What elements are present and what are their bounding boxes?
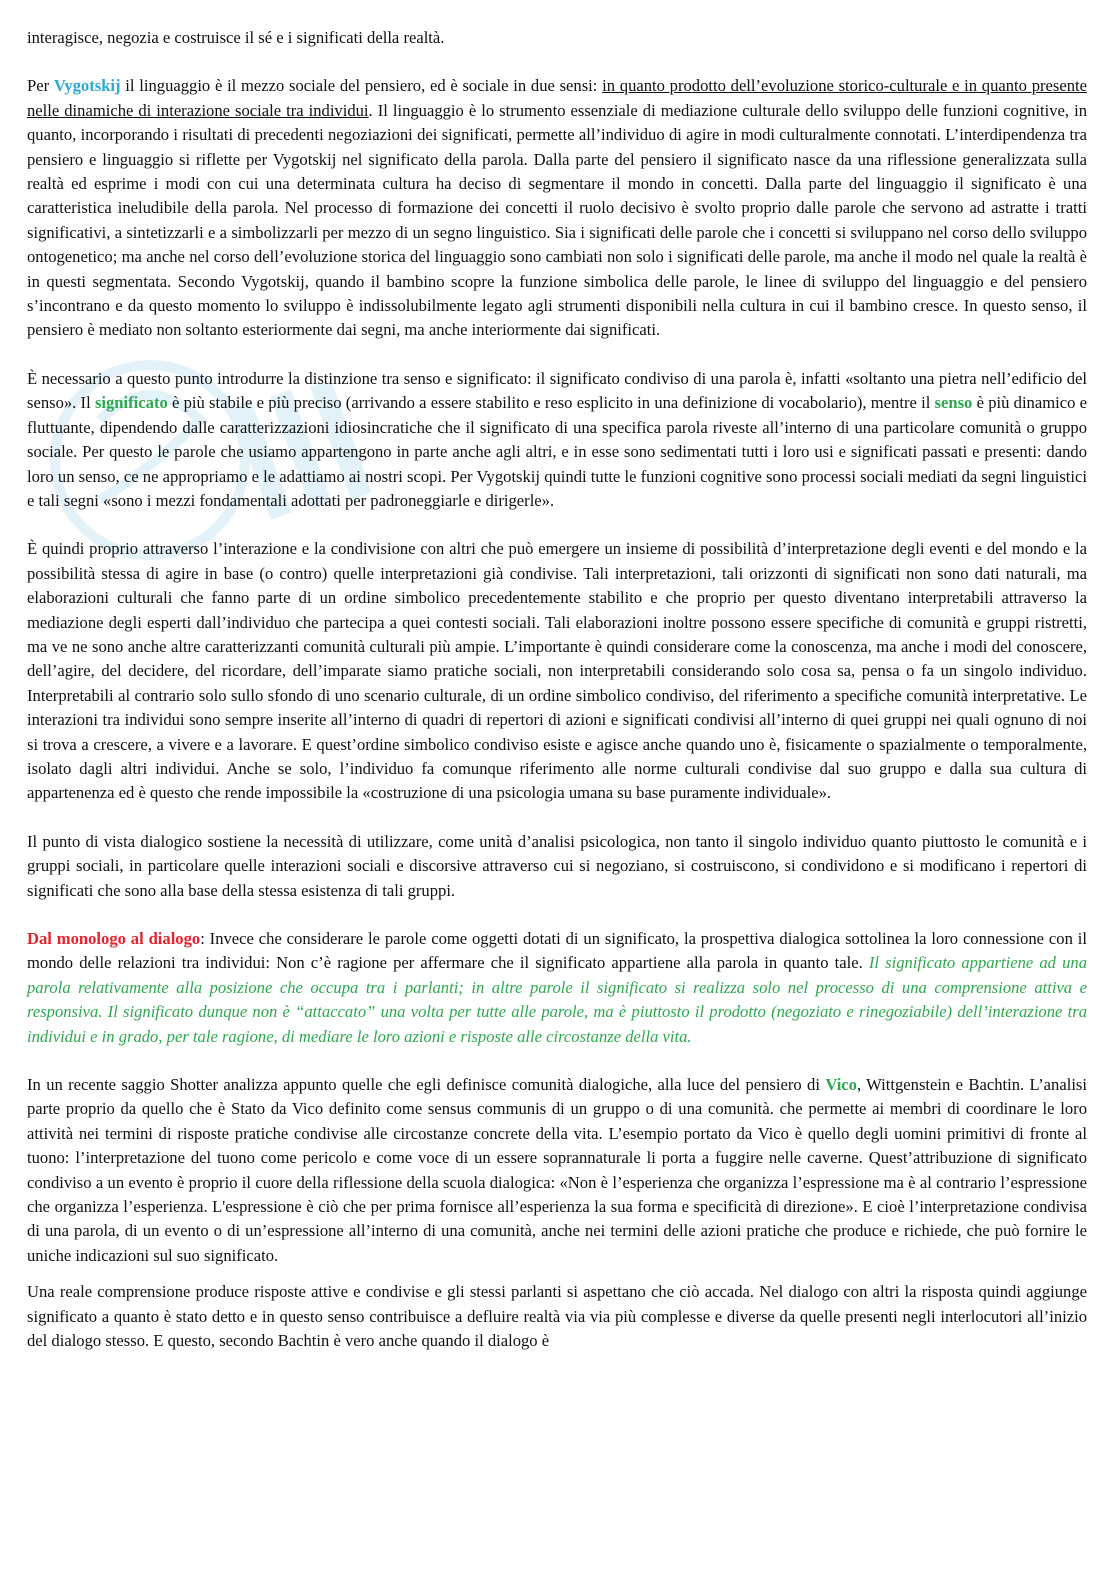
text-segment: il linguaggio è il mezzo sociale del pensiero, ed è sociale in due sensi:	[120, 76, 603, 96]
paragraph-0-text: interagisce, negozia e costruisce il sé e i significati della realtà.	[27, 28, 445, 47]
highlight-significato: significato	[94, 393, 168, 413]
text-segment: In un recente saggio Shotter analizza appunto quelle che egli definisce comunità dialogiche, alla luce del pensiero di	[27, 1075, 826, 1095]
paragraph-interazione	[27, 537, 1087, 805]
text-segment: : Invece che considerare le parole come oggetti dotati di un significato, la prospettiva dialogica sottolinea la loro connessione con il mondo delle relazioni tra individui: Non c’è ragione per affermare che il significato appartiene alla parola in quanto tale.	[27, 929, 1087, 973]
paragraph-3-text: È quindi proprio attraverso l’interazione e la condivisione con altri che può emergere un insieme di possibilità d’interpretazione degli eventi e del mondo e la possibilità stessa di agire in base (o contro) quelle interpretazioni già condivise. Tali interpretazioni, tali orizzonti di significati non sono dati naturali, ma elaborazioni culturali che fanno parte di un ordine simbolico precedentemente stabilito e che proprio per questo diventano interpretabili attraverso la mediazione degli esperti dall’individuo che partecipa a quei contesti sociali. Tali elaborazioni inoltre possono essere specifiche di comunità e gruppi ristretti, ma ve ne sono anche altre caratterizzanti comunità culturali più ampie. L’importante è quindi considerare come la conoscenza, ma anche i modi del conoscere, dell’agire, del decidere, del ricordare, dell’imparate siamo pratiche sociali, non interpretabili considerando solo cosa sa, pensa o fa un singolo individuo. Interpretabili al contrario solo sullo sfondo di uno scenario culturale, di un ordine simbolico condiviso, del riferimento a specifiche comunità interpretative. Le interazioni tra individui sono sempre inserite all’interno di quadri di repertori di azioni e significati condivisi all’interno di quei gruppi nei quali ognuno di noi si trova a crescere, a vivere e a lavorare. E quest’ordine simbolico condiviso esiste e agisce anche quando uno è, fisicamente o spazialmente o temporalmente, isolato dagli altri individui. Anche se solo, l’individuo fa comunque riferimento alle norme culturali condivise dal suo gruppo e dalla sua cultura di appartenenza ed è questo che rende impossibile la «costruzione di una psicologia umana su base puramente individuale».	[27, 539, 1087, 803]
text-segment: È necessario a questo punto introdurre la distinzione tra senso e significato: il significato condiviso di una parola è, infatti «soltanto una pietra nell’edificio del senso». Il	[27, 368, 1087, 413]
highlight-vico: Vico	[825, 1075, 857, 1095]
paragraph-4-text: Il punto di vista dialogico sostiene la necessità di utilizzare, come unità d’analisi psicologica, non tanto il singolo individuo quanto piuttosto le comunità e i gruppi sociali, in particolare quelle interazioni sociali e discorsive attraverso cui si negoziano, si costruiscono, si condividono e si modificano i repertori di significati che sono alla base della stessa esistenza di tali gruppi.	[27, 831, 1087, 900]
paragraph-dialogico	[27, 830, 1087, 903]
document-body	[27, 26, 1087, 1378]
text-segment: è più dinamico e fluttuante, dipendendo dalle caratterizzazioni idiosincratiche che il significato di una specifica parola riveste all’interno di una particolare comunità o gruppo sociale. Per questo le parole che usiamo appartengono in parte anche agli altri, e in esse sono sedimentati tutti i loro usi e significati passati e presenti: dando loro un senso, ce ne appropriamo e le adattiamo ai nostri scopi. Per Vygotskij quindi tutte le funzioni cognitive sono processi sociali mediati da segni linguistici e tali segni «sono i mezzi fondamentali adottati per padroneggiarle e dirigerle».	[27, 393, 1087, 510]
highlight-senso: senso	[934, 393, 973, 413]
underlined-passage: in quanto prodotto dell’evoluzione storico-culturale e in quanto presente nelle dinamiche di interazione sociale tra individui	[27, 76, 1087, 120]
highlight-vygotskij: Vygotskij	[53, 76, 121, 96]
paragraph-monologo-dialogo	[27, 927, 1087, 1049]
section-heading: Dal monologo al dialogo	[27, 929, 201, 948]
text-segment: , Wittgenstein e Bachtin. L’analisi parte proprio da quello che è Stato da Vico definito come sensus communis di un gruppo o di una comunità. che permette ai membri di coordinare le loro attività nei termini di risposte pratiche condivise alle circostanze concrete della vita. L’esempio portato da Vico è quello degli uomini primitivi di fronte al tuono: l’interpretazione del tuono come pericolo e come voce di un essere soprannaturale li porta a fuggire nelle caverne. Quest’attribuzione di significato condiviso a un evento è proprio il cuore della riflessione della scuola dialogica: «Non è l’esperienza che organizza l’espressione ma è al contrario l’espressione che organizza l’esperienza. L'espressione è ciò che per prima fornisce all’esperienza la sua forma e specificità di direzione». E cioè l’interpretazione condivisa di una parola, di un evento o di un’espressione all’interno di una comunità, anche nei termini delle azioni pratiche che produce e richiede, che può fornire le uniche indicazioni sul suo significato.	[27, 1075, 1087, 1265]
text-segment: è più stabile e più preciso (arrivando a essere stabilito e reso esplicito in una definizione di vocabolario), mentre il	[167, 393, 935, 413]
paragraph-shotter	[27, 1073, 1087, 1268]
text-segment: . Il linguaggio è lo strumento essenziale di mediazione culturale dello sviluppo delle funzioni cognitive, in quanto, incorporando i risultati di precedenti negoziazioni dei significati, permette all’individuo di agire in modi culturalmente connotati. L’interdipendenza tra pensiero e linguaggio si riflette per Vygotskij nel significato della parola. Dalla parte del pensiero il significato nasce da una riflessione generalizzata sulla realtà ed esprime i modi con cui una determinata cultura ha deciso di segmentare il mondo in concetti. Dalla parte del linguaggio il significato è una caratteristica ineludibile della parola. Nel processo di formazione dei concetti il ruolo decisivo è svolto proprio dalle parole che servono ad astratte i tratti significativi, a sintetizzarli e a simbolizzarli per mezzo di un segno linguistico. Sia i significati delle parole che i concetti si sviluppano nel corso dello sviluppo ontogenetico; ma anche nel corso dell’evoluzione storica del linguaggio sono cambiati non solo i significati delle parole, ma anche il modo nel quale la realtà è in questi segmentata. Secondo Vygotskij, quando il bambino scopre la funzione simbolica delle parole, le linee di sviluppo del linguaggio e del pensiero s’incontrano e da questo momento lo sviluppo è indissolubilmente legato agli strumenti disponibili nella cultura in cui il bambino cresce. In questo senso, il pensiero è mediato non soltanto esteriormente dai segni, ma anche interiormente dai significati.	[27, 100, 1087, 340]
paragraph-senso-significato	[27, 367, 1087, 513]
paragraph-vygotskij	[27, 74, 1087, 342]
paragraph-7-text: Una reale comprensione produce risposte attive e condivise e gli stessi parlanti si aspettano che ciò accada. Nel dialogo con altri la risposta quindi aggiunge significato a quanto è stato detto e in questo senso contribuisce a defluire realtà via via più complesse e diverse da quelle presenti negli interlocutori all’inizio del dialogo stesso. E questo, secondo Bachtin è vero anche quando il dialogo è	[27, 1282, 1087, 1351]
text-segment: Per	[27, 76, 54, 96]
italic-quote: Il significato appartiene ad una parola relativamente alla posizione che occupa tra i parlanti; in altre parole il significato si realizza solo nel processo di una comprensione attiva e responsiva. Il significato dunque non è “attaccato” una volta per tutte alle parole, ma è piuttosto il prodotto (negoziato e rinegoziabile) dell’interazione tra individui e in grado, per tale ragione, di mediare le loro azioni e risposte alle circostanze della vita.	[27, 953, 1087, 1046]
paragraph-comprensione	[27, 1280, 1087, 1353]
paragraph-0	[27, 26, 1087, 50]
